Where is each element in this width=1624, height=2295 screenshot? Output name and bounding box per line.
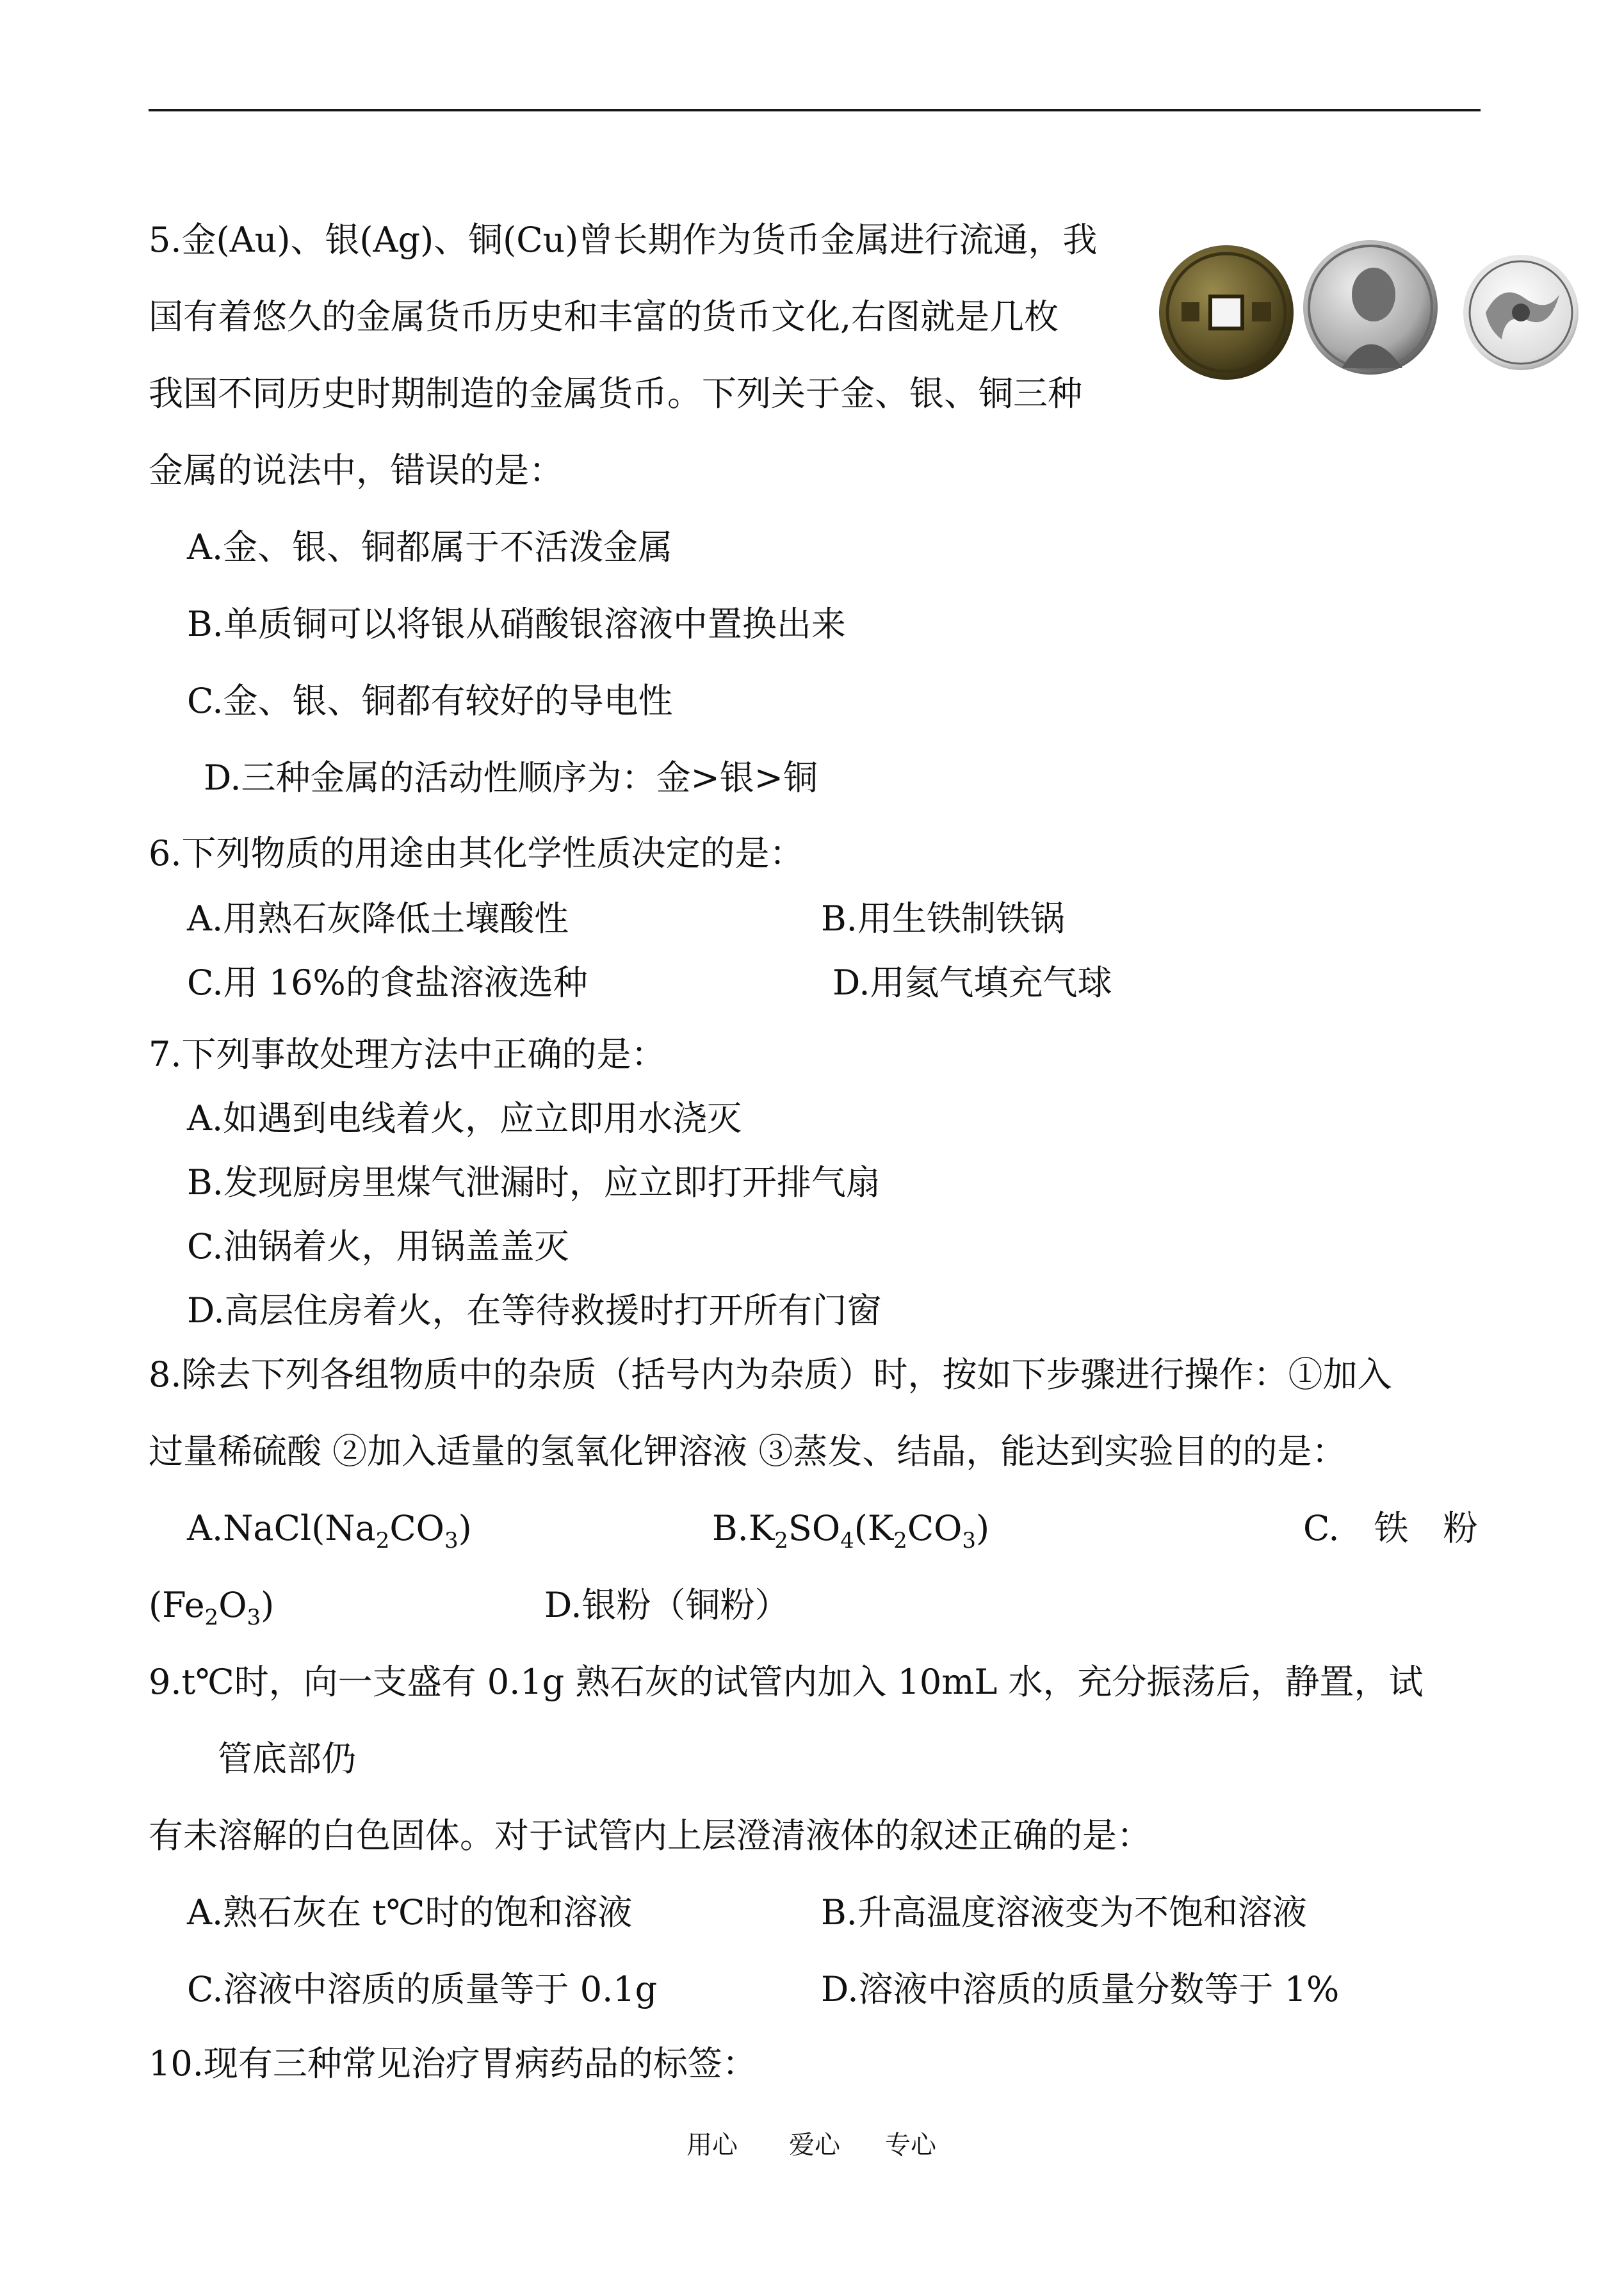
q9-option-d: D.溶液中溶质的质量分数等于 1% [821,1969,1340,2009]
q8-option-c-cont: $(Fe_2O_3)$ [149,1585,275,1630]
q5-stem-line-2: 国有着悠久的金属货币历史和丰富的货币文化,右图就是几枚 [149,296,1059,337]
coins-image [1156,237,1591,391]
q7-option-d: D.高层住房着火，在等待救援时打开所有门窗 [187,1290,882,1331]
ancient-copper-coin-icon [1159,245,1294,380]
q5-option-a: A.金、银、铜都属于不活泼金属 [187,527,673,567]
q5-stem-line-3: 我国不同历史时期制造的金属货币。下列关于金、银、铜三种 [149,373,1082,414]
q10-stem: 10.现有三种常见治疗胃病药品的标签： [149,2043,757,2084]
q8-option-b: $B.K_2SO_4(K_2CO_3)$ [712,1508,990,1553]
q5-option-c: C.金、银、铜都有较好的导电性 [187,681,673,721]
q6-option-a: A.用熟石灰降低土壤酸性 [187,898,569,939]
q5-stem-line-4: 金属的说法中，错误的是： [149,450,564,491]
q6-option-c: C.用 16%的食盐溶液选种 [187,962,588,1003]
q6-option-d: D.用氦气填充气球 [832,962,1112,1003]
q6-option-b: B.用生铁制铁锅 [821,898,1065,939]
q8-option-d: D.银粉（铜粉） [544,1585,790,1625]
q6-stem: 6.下列物质的用途由其化学性质决定的是： [149,833,804,873]
q9-option-b: B.升高温度溶液变为不饱和溶液 [821,1892,1307,1933]
footer-item: 爱心 [789,2130,840,2160]
q9-stem-line-1: 9.t℃时，向一支盛有 0.1g 熟石灰的试管内加入 10mL 水，充分振荡后，静置，试 [149,1662,1424,1702]
footer-item: 专心 [885,2130,936,2160]
q5-option-d: D.三种金属的活动性顺序为：金>银>铜 [204,758,818,798]
footer-item: 用心 [686,2130,738,2160]
q9-stem-line-2: 管底部仍 [218,1739,356,1779]
q8-stem-line-1: 8.除去下列各组物质中的杂质（括号内为杂质）时，按如下步骤进行操作：①加入 [149,1354,1392,1395]
silver-dollar-coin-icon [1303,240,1438,375]
q9-stem-line-3: 有未溶解的白色固体。对于试管内上层澄清液体的叙述正确的是： [149,1815,1151,1856]
dragon-silver-coin-icon [1463,255,1579,370]
header-rule [149,109,1481,111]
q8-option-c: C. 铁 粉 [1303,1508,1478,1548]
q9-option-a: A.熟石灰在 t℃时的饱和溶液 [187,1892,633,1933]
q7-stem: 7.下列事故处理方法中正确的是： [149,1034,666,1075]
q5-option-b: B.单质铜可以将银从硝酸银溶液中置换出来 [187,604,846,644]
q7-option-a: A.如遇到电线着火，应立即用水浇灭 [187,1098,742,1139]
q8-option-a: $A.NaCl(Na_2CO_3)$ [187,1508,472,1553]
q8-stem-line-2: 过量稀硫酸 ②加入适量的氢氧化钾溶液 ③蒸发、结晶，能达到实验目的的是： [149,1431,1347,1472]
q5-stem-line-1: 5.金(Au)、银(Ag)、铜(Cu)曾长期作为货币金属进行流通，我 [149,220,1098,260]
q7-option-c: C.油锅着火，用锅盖盖灭 [187,1226,569,1267]
q9-option-c: C.溶液中溶质的质量等于 0.1g [187,1969,658,2009]
q7-option-b: B.发现厨房里煤气泄漏时，应立即打开排气扇 [187,1162,881,1203]
